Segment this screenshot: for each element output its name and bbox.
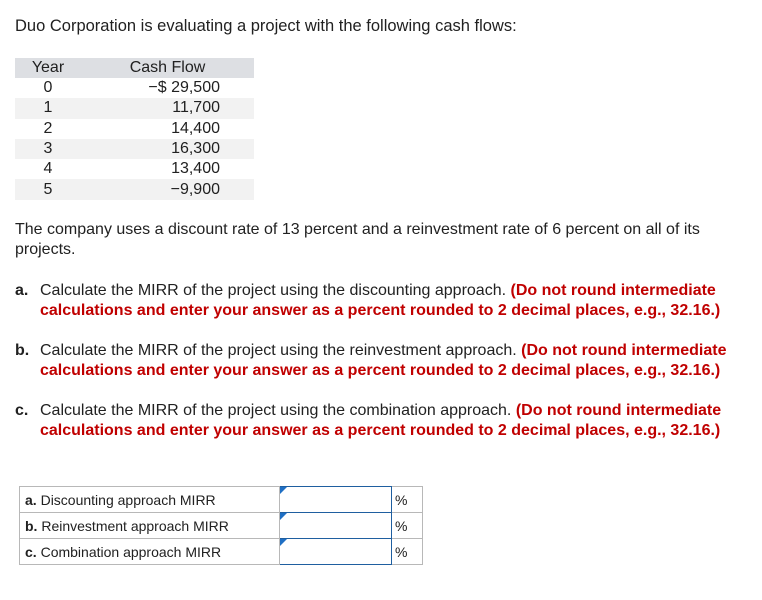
percent-unit: % <box>392 487 423 513</box>
reinvestment-mirr-input[interactable] <box>280 514 391 538</box>
rates-paragraph: The company uses a discount rate of 13 percent and a reinvestment rate of 6 percent on all of its projects. <box>15 221 700 258</box>
table-row <box>15 139 254 159</box>
year-cell: 0 <box>43 79 53 97</box>
year-header: Year <box>15 58 81 78</box>
question-label: c. <box>15 402 29 419</box>
question-instruction: (Do not round intermediate calculations and enter your answer as a percent rounded to 2 decimal places, e.g., 32.16.) <box>40 402 722 439</box>
table-row <box>15 78 254 98</box>
question-b <box>15 341 730 381</box>
question-text: Calculate the MIRR of the project using the discounting approach. <box>40 282 507 299</box>
question-instruction: (Do not round intermediate calculations and enter your answer as a percent rounded to 2 decimal places, e.g., 32.16.) <box>40 282 721 319</box>
question-text: Calculate the MIRR of the project using the reinvestment approach. <box>40 342 517 359</box>
answer-label: c. Combination approach MIRR <box>20 539 280 565</box>
question-text: Calculate the MIRR of the project using the combination approach. <box>40 402 512 419</box>
question-instruction: (Do not round intermediate calculations and enter your answer as a percent rounded to 2 decimal places, e.g., 32.16.) <box>40 342 727 379</box>
discounting-mirr-input[interactable] <box>280 488 391 512</box>
percent-unit: % <box>392 539 423 565</box>
cash-flow-cell: 16,300 <box>81 139 254 159</box>
answer-row-c <box>20 539 423 565</box>
cash-flow-cell: −9,900 <box>81 179 254 199</box>
year-cell: 5 <box>15 179 81 199</box>
intro-text: Duo Corporation is evaluating a project with the following cash flows: <box>15 17 517 35</box>
answer-row-b <box>20 513 423 539</box>
answer-row-a <box>20 487 423 513</box>
table-row <box>15 98 254 118</box>
input-marker-icon <box>280 487 287 494</box>
cash-flow-cell: 11,700 <box>81 98 254 118</box>
table-row <box>15 179 254 199</box>
table-row <box>15 159 254 179</box>
cash-flow-header: Cash Flow <box>81 58 254 78</box>
cash-flow-cell: 14,400 <box>171 119 220 137</box>
input-marker-icon <box>280 539 287 546</box>
cash-flow-table <box>15 58 254 200</box>
input-marker-icon <box>280 513 287 520</box>
answer-cell <box>280 539 392 565</box>
table-row <box>15 119 254 139</box>
year-cell: 2 <box>43 119 53 137</box>
question-label: b. <box>15 342 30 359</box>
percent-unit: % <box>392 513 423 539</box>
answer-cell <box>280 513 392 539</box>
answer-table <box>19 486 423 565</box>
question-a <box>15 281 730 321</box>
year-cell: 4 <box>43 160 53 178</box>
answer-cell <box>280 487 392 513</box>
question-label: a. <box>15 282 29 299</box>
cash-flow-cell: 13,400 <box>171 160 220 178</box>
answer-label: b. Reinvestment approach MIRR <box>20 513 280 539</box>
question-c <box>15 401 730 441</box>
combination-mirr-input[interactable] <box>280 540 391 564</box>
year-cell: 3 <box>15 139 81 159</box>
year-cell: 1 <box>15 98 81 118</box>
cash-flow-cell: −$ 29,500 <box>148 79 220 97</box>
answer-label: a. Discounting approach MIRR <box>20 487 280 513</box>
table-header-row <box>15 58 254 78</box>
